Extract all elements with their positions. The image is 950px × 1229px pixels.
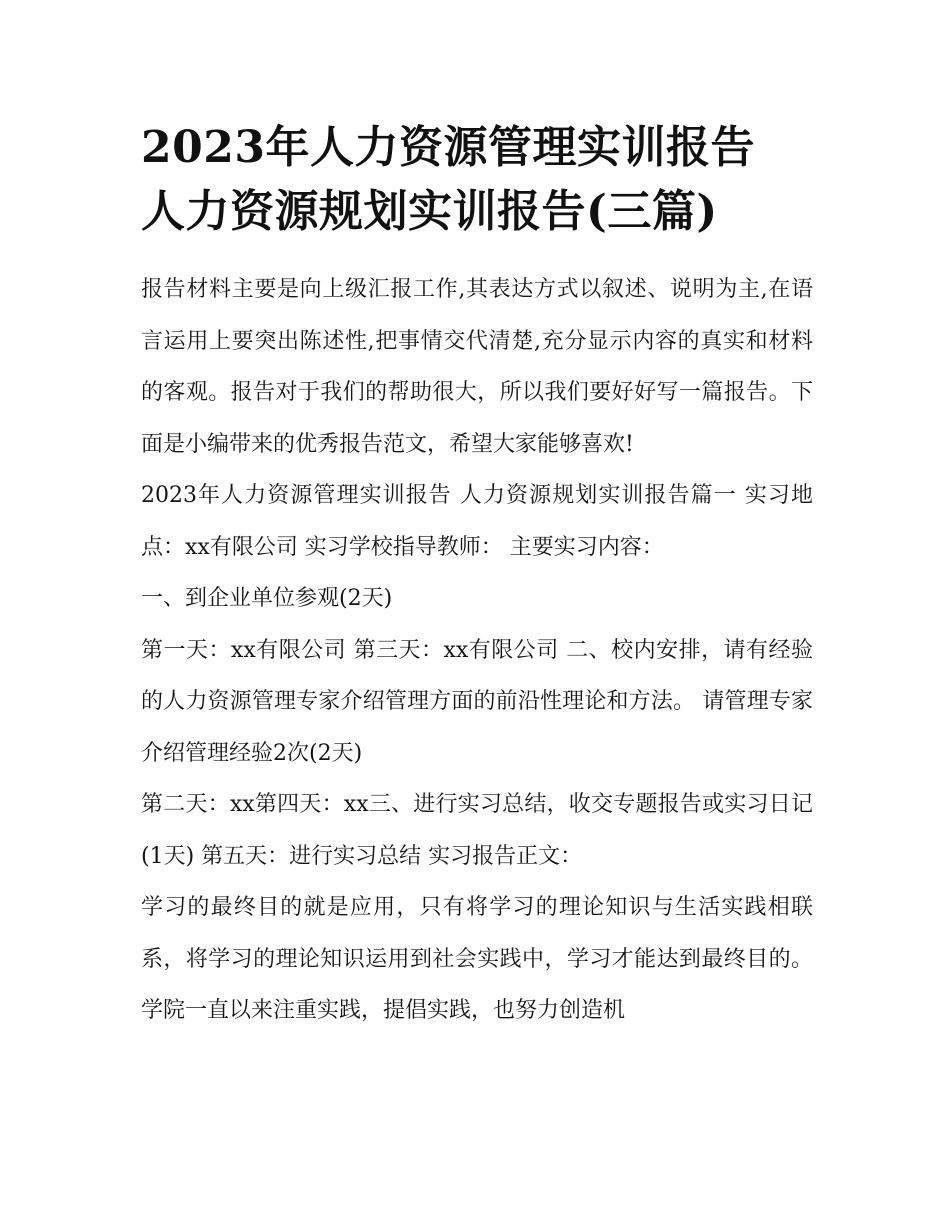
schedule-item-1: 一、到企业单位参观(2天)	[141, 586, 393, 611]
document-title	[141, 116, 813, 244]
schedule-item-3: 第二天：xx第四天：xx三、进行实习总结，收交专题报告或实习日记(1天) 第五天：进行实习总结 实习报告正文：	[141, 792, 813, 869]
document-body	[141, 264, 813, 1037]
body-paragraph: 学习的最终目的就是应用，只有将学习的理论知识与生活实践相联系，将学习的理论知识运用到社会实践中，学习才能达到最终目的。学院一直以来注重实践，提倡实践，也努力创造机	[141, 895, 813, 1023]
report-heading-paragraph: 2023年人力资源管理实训报告 人力资源规划实训报告篇一 实习地点：xx有限公司 实习学校指导教师： 主要实习内容：	[141, 483, 813, 560]
intro-paragraph: 报告材料主要是向上级汇报工作,其表达方式以叙述、说明为主,在语言运用上要突出陈述性,把事情交代清楚,充分显示内容的真实和材料的客观。报告对于我们的帮助很大，所以我们要好好写一篇报告。下面是小编带来的优秀报告范文，希望大家能够喜欢!	[141, 277, 813, 457]
title-line-2: 人力资源规划实训报告(三篇)	[141, 186, 718, 237]
schedule-item-2: 第一天：xx有限公司 第三天：xx有限公司 二、校内安排，请有经验的人力资源管理专家介绍管理方面的前沿性理论和方法。 请管理专家介绍管理经验2次(2天)	[141, 637, 813, 766]
document-content	[141, 116, 813, 1037]
title-line-1: 2023年人力资源管理实训报告	[141, 122, 755, 173]
